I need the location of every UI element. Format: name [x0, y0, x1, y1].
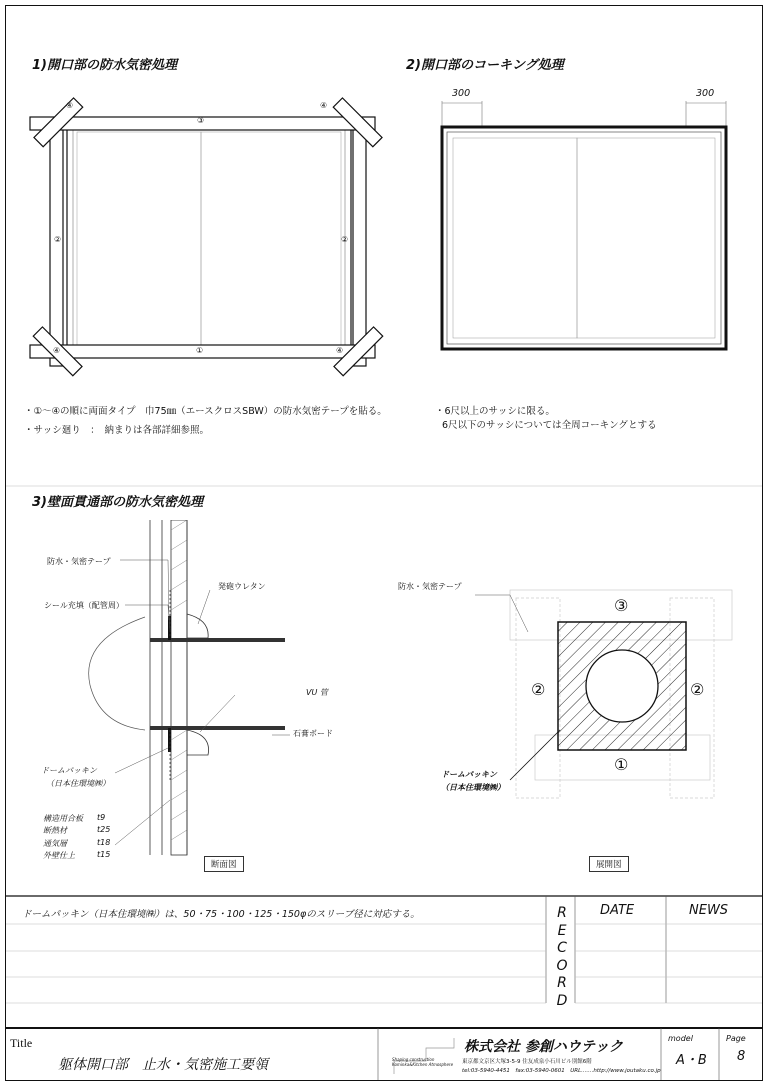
record-letter: C — [557, 940, 567, 956]
mark-4-top-left: ④ — [66, 101, 74, 110]
model-value: A・B — [676, 1053, 707, 1068]
opening-caulking-diagram — [430, 95, 740, 360]
mark-3-top: ③ — [197, 116, 205, 125]
record-vertical-label — [549, 905, 575, 1010]
development-view-caption: 展開図 — [589, 856, 629, 872]
layer-thickness-1: t9 — [97, 813, 106, 822]
news-header: NEWS — [689, 903, 729, 918]
opening-taping-diagram — [20, 90, 390, 390]
mark-2-development-left: ② — [531, 680, 546, 699]
record-letter: R — [557, 905, 567, 921]
page-label: Page — [726, 1034, 746, 1043]
layer-thickness-4: t15 — [97, 850, 111, 859]
section2-title: 2)開口部のコーキング処理 — [406, 58, 564, 73]
mark-1-bottom: ① — [196, 346, 204, 355]
packing-maker-development: （日本住環境㈱） — [441, 783, 505, 792]
company-address: 東京都文京区大塚3-5-9 住友成泉小石川ビル別館6階 — [462, 1059, 592, 1065]
mark-4-top-right: ④ — [320, 101, 328, 110]
mark-3-development: ③ — [614, 596, 629, 615]
layer-name-4: 外壁仕上 — [43, 851, 75, 860]
section-view-caption: 断面図 — [204, 856, 244, 872]
section2-note-2: 6尺以下のサッシについては全周コーキングとする — [442, 420, 657, 431]
mark-4-bottom-left: ④ — [53, 346, 61, 355]
record-letter: O — [556, 957, 568, 974]
tape-label-development: 防水・気密テープ — [398, 582, 462, 591]
mark-2-left: ② — [54, 235, 62, 244]
dimension-left-300: 300 — [452, 88, 471, 99]
logo-tagline-1: Shaping construction — [392, 1057, 435, 1062]
gypsum-label: 石膏ボード — [293, 729, 333, 738]
layer-name-2: 断熱材 — [43, 826, 67, 835]
record-letter: E — [557, 922, 567, 939]
record-letter: R — [557, 975, 567, 991]
layer-name-3: 通気層 — [43, 839, 67, 848]
mark-4-bottom-right: ④ — [336, 346, 344, 355]
mark-2-development-right: ② — [690, 680, 705, 699]
model-label: model — [668, 1034, 693, 1043]
company-contact: tel:03-5940-4451 fax:03-5940-0601 URL.......http://www.joutaku.co.jp — [462, 1068, 661, 1074]
page-number: 8 — [737, 1049, 746, 1064]
urethane-label: 発砲ウレタン — [218, 582, 266, 591]
record-note: ドームパッキン（日本住環境㈱）は、50・75・100・125・150φのスリーブ径に対応する。 — [22, 909, 420, 920]
section3-title: 3)壁面貫通部の防水気密処理 — [32, 495, 203, 510]
vu-pipe-label: VU 管 — [306, 688, 328, 697]
section1-title: 1)開口部の防水気密処理 — [32, 58, 177, 73]
section2-note-1: ・6尺以上のサッシに限る。 — [435, 406, 555, 417]
dimension-right-300: 300 — [696, 88, 715, 99]
layer-name-1: 構造用合板 — [43, 814, 83, 823]
section1-note-2: ・サッシ廻り ： 納まりは各部詳細参照。 — [24, 425, 210, 436]
section1-note-1: ・①～④の順に両面タイプ 巾75㎜（エースクロスSBW）の防水気密テープを貼る。 — [24, 406, 387, 417]
record-letter: D — [556, 992, 568, 1009]
seal-label: シール充填（配管周） — [44, 601, 124, 610]
section-divider — [6, 485, 762, 488]
logo-tagline-2: Kominka&Kitchen Atmosphere — [392, 1062, 454, 1067]
packing-label-section: ドームパッキン — [41, 766, 97, 775]
drawing-title: 躯体開口部 止水・気密施工要領 — [58, 1057, 268, 1073]
mark-1-development: ① — [614, 755, 629, 774]
company-name: 株式会社 参創ハウテック — [464, 1039, 623, 1055]
mark-2-right: ② — [341, 235, 349, 244]
layer-thickness-2: t25 — [97, 825, 111, 834]
layer-thickness-3: t18 — [97, 838, 111, 847]
title-label: Title — [10, 1036, 33, 1050]
date-header: DATE — [600, 903, 635, 918]
tape-label-section: 防水・気密テープ — [47, 557, 111, 566]
packing-label-development: ドームパッキン — [441, 770, 497, 779]
packing-maker-section: （日本住環境㈱） — [46, 779, 110, 788]
